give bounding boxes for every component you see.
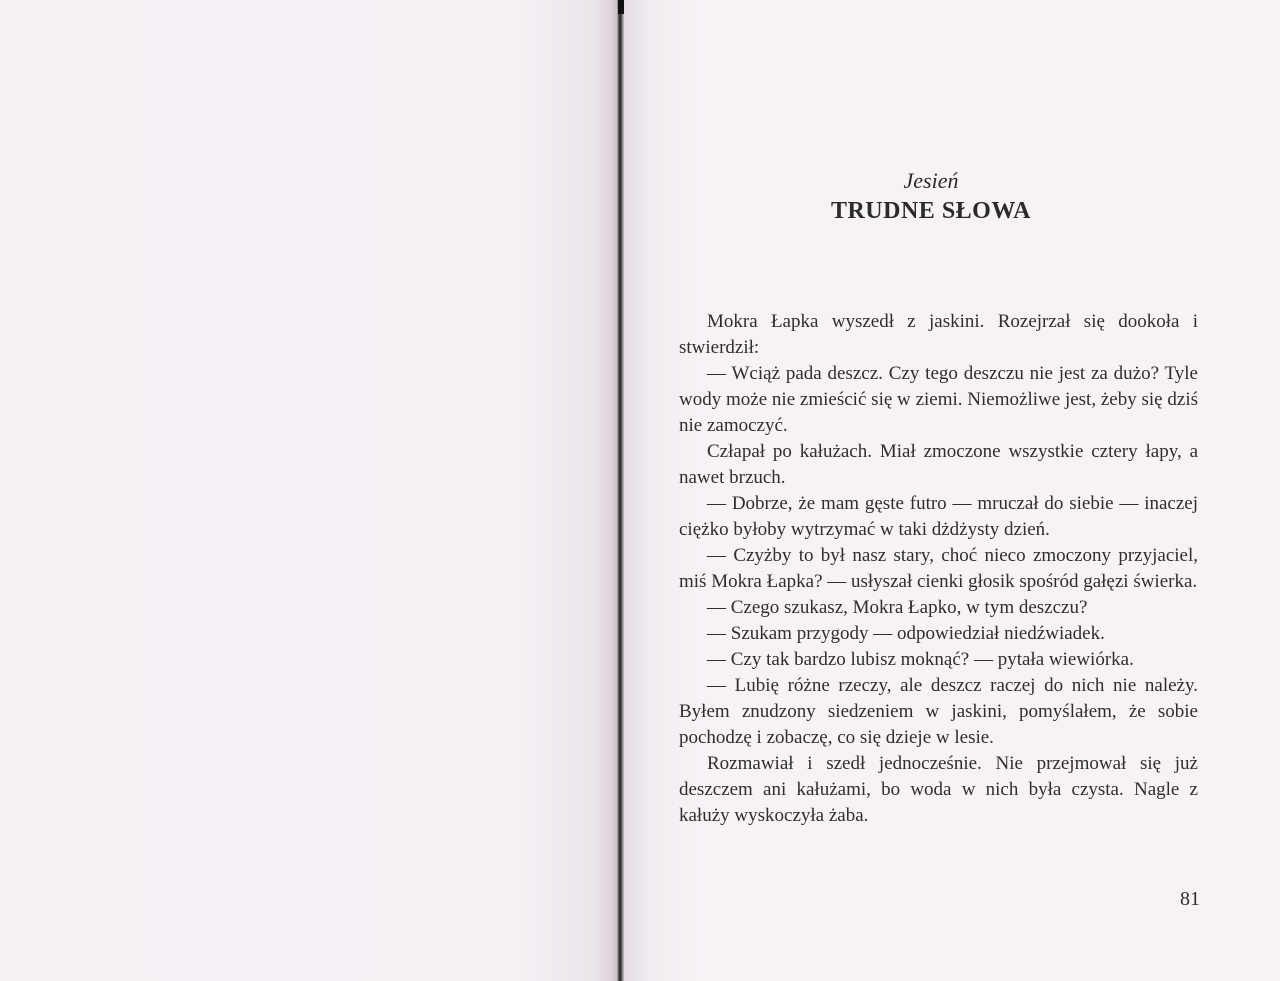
paragraph: — Czy tak bardzo lubisz moknąć? — pytała wiewiórka. [707,649,1134,670]
paragraph: — Czyżby to był nasz stary, choć nieco zmoczony przyjaciel, miś Mokra Łapka? — usłyszał cienki głosik spośród gałęzi świerka. [679,545,1198,592]
section-label: Jesień [903,168,959,193]
paragraph: — Wciąż pada deszcz. Czy tego deszczu nie jest za dużo? Tyle wody może nie zmieścić się w ziemi. Niemożliwe jest, żeby się dziś nie zamoczyć. [679,363,1198,436]
paragraph: — Czego szukasz, Mokra Łapko, w tym deszczu? [707,597,1088,618]
chapter-title: TRUDNE SŁOWA [830,198,1032,224]
paragraph: Mokra Łapka wyszedł z jaskini. Rozejrzał się dookoła i stwierdził: [679,311,1198,358]
paragraph: — Lubię różne rzeczy, ale deszcz raczej do nich nie należy. Byłem znudzony siedzeniem w jaskini, pomyślałem, że sobie pochodzę i zobaczę, co się dzieje w lesie. [679,675,1198,748]
book-gutter [612,0,624,981]
page-number: 81 [1180,888,1200,910]
left-page-blank [0,0,612,981]
paragraph: — Szukam przygody — odpowiedział niedźwiadek. [707,623,1105,644]
paragraph: Rozmawiał i szedł jednocześnie. Nie przejmował się już deszczem ani kałużami, bo woda w nich była czysta. Nagle z kałuży wyskoczyła żaba. [679,753,1198,826]
paragraph: Człapał po kałużach. Miał zmoczone wszystkie cztery łapy, a nawet brzuch. [679,441,1198,488]
chapter-body [679,309,1198,829]
paragraph: — Dobrze, że mam gęste futro — mruczał do siebie — inaczej ciężko byłoby wytrzymać w taki dżdżysty dzień. [679,493,1198,540]
